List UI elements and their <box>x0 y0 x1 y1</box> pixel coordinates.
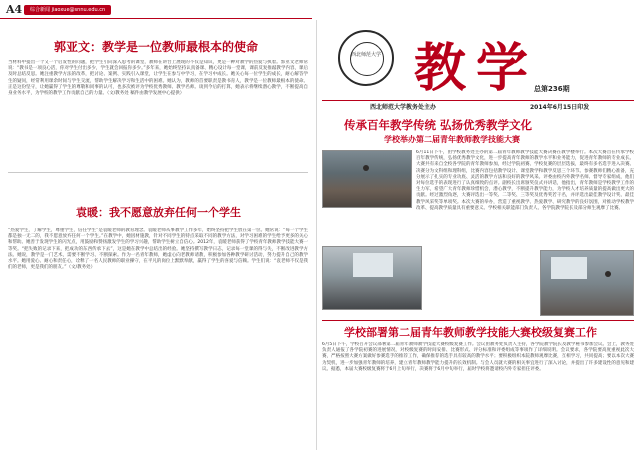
column-divider <box>316 20 317 450</box>
competition-photo-2 <box>322 246 422 310</box>
section-pill: 综合新闻 jiaoxue@snnu.edu.cn <box>24 5 111 15</box>
issue-number: 总第236期 <box>534 85 570 93</box>
article-body-guo: 当材料中提出一个又一个启发性的问题，把学生引向深入思考的课堂，教师在讲台上展现的不仅是知识，更是一种对教学的热爱与执着。郭亚文老师常说：“教书是一项良心活，你对学生付出多少，学生就会回报你多少。”多年来，她始终坚持认真备课、精心设计每一堂课，课前反复推敲教学内容，课后及时总结反思。她注重教学方法的改革，把讨论、案例、实践引入课堂，让学生在参与中学习，在学习中成长。她关心每一位学生的成长，耐心解答学生的疑问，经常利用课余时间与学生交流，帮助学生解决学习和生活中的困难。她认为，教师的首要职责是教书育人，教学是一位教师最根本的使命。正是这份坚守，让她赢得了学生的尊敬和同事的认可，也多次被评为学校优秀教师、教学名师。谈到今后的打算，她表示将继续潜心教学，不断提高自身业务水平，为学校的教学工作贡献自己的力量。（文/教务处 稿件由教学发展中心提供） <box>8 60 308 97</box>
page-number: A4 <box>6 3 23 16</box>
masthead-rule <box>322 100 634 101</box>
article-body-tradition: 6月11日下午，由学校教务处主办的第二届青年教师教学技能大赛决赛在教学楼举行。本次大赛旨在传承学校百年教学传统，弘扬优秀教学文化，进一步提高青年教师的教学水平和业务能力，促进青年教师的专业成长。大赛共有来自全校各学院的青年教师参加，经过学院初赛、学校复赛的层层选拔，最终有多名选手进入决赛。决赛分为文科组和理科组，比赛内容包括教学设计、课堂教学和教学反思三个环节。参赛教师们精心准备，充分展示了扎实的专业功底、灵活的教学方法和良好的教学风采。评委由校内外教学名师、督导专家组成，他们对每位选手的表现进行了认真细致的点评。副校长出席颁奖仪式并讲话，他指出，青年教师是学校教学工作的生力军，希望广大青年教师珍惜机会，潜心教学，不断提升教学能力，为学校人才培养质量的提高做出更大的贡献。经过激烈角逐，大赛评选出一等奖、二等奖、三等奖及优秀奖若干名，并评选出最佳教学设计奖、最佳教学风采奖等单项奖。本次大赛的举办，营造了重视教学、热爱教学、研究教学的良好氛围，对推动学校教学改革、提高教学质量具有重要意义。学校相关职能部门负责人、各学院教学院长及部分师生观摩了比赛。 <box>416 150 634 211</box>
section-divider <box>322 320 634 321</box>
photo-figure <box>605 271 611 277</box>
publisher: 西北师范大学教务处主办 <box>370 104 437 111</box>
seal-inner-ring <box>350 42 384 76</box>
header-rule <box>0 18 312 19</box>
article-body-deploy: 6月5日下午，学校召开会议部署第二届青年教师教学技能大赛校级复赛工作。会议由教务处负责人主持，各学院教学院长及教学秘书参加会议。会上，教务处负责人通报了各学院初赛的进展情况，对校级复赛的时间安排、比赛形式、评分标准和评委组成等事项作了详细说明。会议要求，各学院要高度重视此次大赛，严格按照大赛方案做好参赛选手的推荐工作，确保推荐的选手具有较高的教学水平；要积极组织本院教师观摩比赛，互相学习，共同提高；要以本次大赛为契机，进一步加强青年教师的培养，建立青年教师教学能力提升的长效机制。与会人员就大赛的相关事宜进行了深入讨论，并提出了许多建设性的意见和建议。据悉，本届大赛校级复赛将于6月上旬举行，决赛将于6月中旬举行，届时学校将邀请校内外专家担任评委。 <box>322 342 634 372</box>
issue-date: 2014年6月15日印发 <box>530 104 590 111</box>
photo-figure <box>363 165 369 171</box>
masthead-title: 教学 <box>414 38 539 99</box>
article-divider <box>8 172 308 173</box>
article-title-yuan: 袁暖：我不愿意放弃任何一个学生 <box>76 206 241 219</box>
competition-photo-3 <box>540 250 634 316</box>
article-title-guo: 郭亚文：教学是一位教师最根本的使命 <box>54 40 259 54</box>
photo-screen <box>353 253 393 277</box>
photo-screen <box>551 257 587 279</box>
article-title-deploy: 学校部署第二届青年教师教学技能大赛校级复赛工作 <box>344 326 597 339</box>
competition-photo-1 <box>322 150 412 208</box>
article-title-tradition: 传承百年教学传统 弘扬优秀教学文化 <box>344 118 533 132</box>
article-subtitle-tradition: 学校举办第二届青年教师教学技能大赛 <box>384 134 520 144</box>
seal-text: 西北师范大学 <box>350 52 381 58</box>
article-body-yuan: “热爱学生，了解学生，尊重学生，信任学生”是袁暖老师的教育理念。袁暖老师从事教学工作多年，始终坚持把学生放在第一位。她常说：“每一个学生都是独一无二的，我不愿意放弃任何一个学生。”在教学中，她因材施教，针对不同学生的特点采取不同的教学方法，对学习困难的学生给予更多的关心和帮助。她善于发现学生的闪光点，用鼓励和赞扬激发学生的学习兴趣，帮助学生树立自信心。2012年，袁暖老师获得了学校青年教师教学技能大赛一等奖。“把失败的记录下来，把成功的东西传承下去”，这是她在教学中总结出的经验。她坚持撰写教学日志，记录每一堂课的得与失，不断改进教学方法。她说，教学是一门艺术，需要不断学习、不断探索。作为一名青年教师，她虚心向老教师请教，积极参加各种教学研讨活动，努力提升自己的教学水平。她用爱心、耐心和责任心，诠释了一名人民教师的职业操守，在平凡的岗位上默默奉献，赢得了学生的喜爱与信赖。学生们说：“袁老师不仅是我们的老师，更是我们的朋友。”（文/教务处） <box>8 228 308 271</box>
university-seal-icon <box>338 30 394 86</box>
